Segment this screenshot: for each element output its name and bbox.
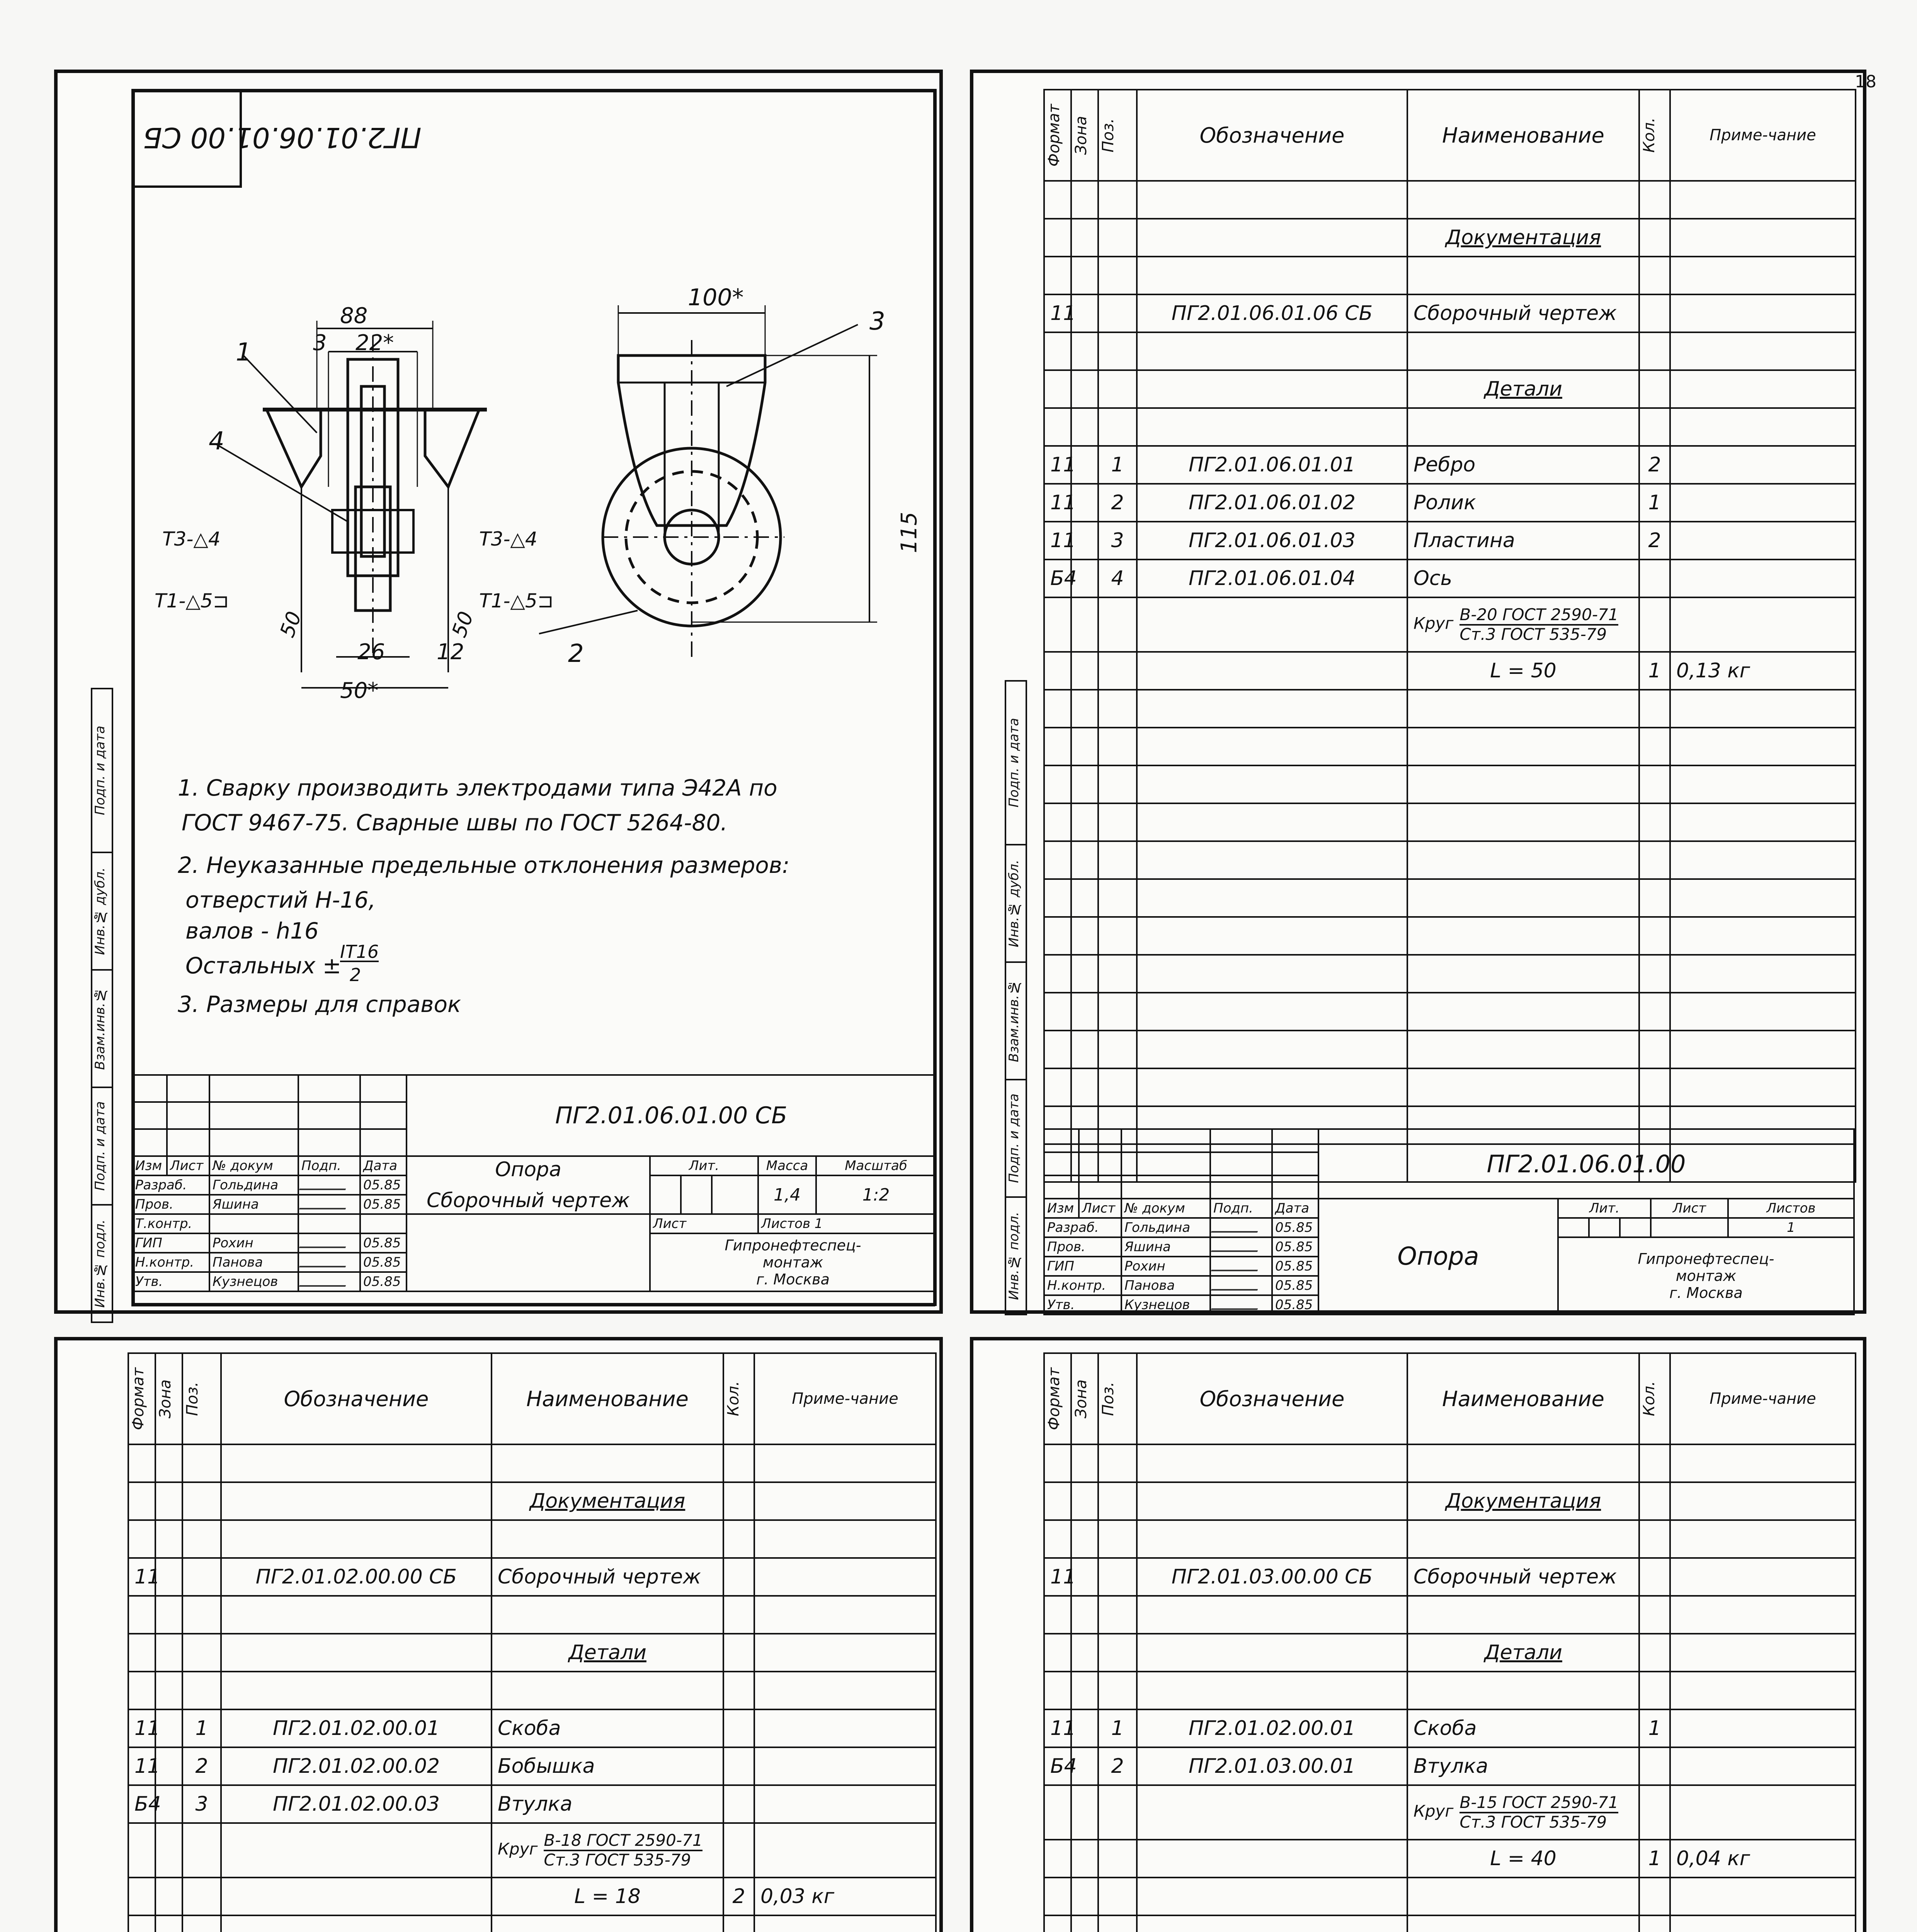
weld-mark-3: Т1-△5⊐: [155, 590, 229, 612]
spec-empty-row: [1044, 1878, 1856, 1915]
spec-table: [1043, 89, 1856, 1183]
spec-section-row: Детали: [128, 1634, 936, 1672]
spec-empty-row: [1044, 1520, 1856, 1558]
spec-header-designation: Обозначение: [1137, 90, 1407, 181]
spec-table: [1043, 1352, 1856, 1932]
spec-header-name: Наименование: [492, 1353, 723, 1444]
spec-header-pos: Поз.: [1098, 1353, 1137, 1444]
spec-header-name: Наименование: [1407, 1353, 1639, 1444]
spec-header-qty: Кол.: [1639, 90, 1670, 181]
spec-header-note: Приме-чание: [754, 1353, 936, 1444]
spec-item-row: 11 3 ПГ2.01.06.01.03 Пластина 2: [1044, 522, 1856, 560]
spec-header-pos: Поз.: [1098, 90, 1137, 181]
spec-item-row: 11 1 ПГ2.01.02.00.01 Скоба 1: [1044, 1709, 1856, 1747]
spec-length-row: L = 50 1 0,13 кг: [1044, 652, 1856, 690]
dim-50-star: 50*: [340, 678, 379, 703]
spec-empty-row: [1044, 765, 1856, 803]
spec-empty-row: [1044, 955, 1856, 993]
left-view-rib: [267, 410, 321, 487]
spec-empty-row: [1044, 1915, 1856, 1932]
spec-material-row: Круг В-18 ГОСТ 2590-71 Ст.3 ГОСТ 535-79: [128, 1823, 936, 1878]
spec-empty-row: [1044, 803, 1856, 841]
spec-empty-row: [1044, 993, 1856, 1031]
spec-title-block: ПГ2.01.06.01.00 Изм Лист № докум Подп. Дата Опора Лит. Лист Листов Разраб. Гольдина 05.85 1 Пров. Яшина 05.85 Гипронефтеспец- монтаж г. Москва ГИП Рохин 05.85 Н.контр. Панова 05.85 Утв. Кузнецов 05.85: [1043, 1128, 1855, 1315]
dim-88: 88: [340, 303, 368, 328]
spec-empty-row: [1044, 728, 1856, 765]
spec-item-row: Б4 3 ПГ2.01.02.00.03 Втулка: [128, 1785, 936, 1823]
spec-item-row: 11 2 ПГ2.01.06.01.02 Ролик 1: [1044, 484, 1856, 522]
spec-empty-row: [1044, 879, 1856, 917]
material-label: Круг: [1414, 614, 1454, 633]
spec-empty-row: [1044, 1672, 1856, 1709]
weld-mark-1: Т3-△4: [162, 528, 221, 550]
opora-sidebar: Подп. и дата Инв.№ дубл. Взам.инв.№ Подп. и дата Инв.№ подл.: [1005, 680, 1027, 1315]
weld-mark-4: Т1-△5⊐: [479, 590, 554, 612]
spec-empty-row: [128, 1915, 936, 1932]
spec-empty-row: [1044, 332, 1856, 370]
spec-section-row: Детали: [1044, 370, 1856, 408]
dim-50-left: 50: [276, 608, 306, 641]
material-label: Круг: [498, 1840, 538, 1859]
leader-2: 2: [568, 639, 584, 668]
spec-item-row: 11 1 ПГ2.01.06.01.01 Ребро 2: [1044, 446, 1856, 484]
leader-1: 1: [236, 338, 252, 367]
spec-section-row: Документация: [128, 1482, 936, 1520]
dim-100: 100*: [688, 284, 744, 311]
spec-section-row: Документация: [1044, 1482, 1856, 1520]
leader-4: 4: [209, 427, 225, 456]
dim-3: 3: [313, 330, 327, 355]
spec-header-zone: Зона: [155, 1353, 182, 1444]
spec-item-row: 11 1 ПГ2.01.02.00.01 Скоба: [128, 1709, 936, 1747]
spec-empty-row: [1044, 1031, 1856, 1068]
spec-empty-row: [1044, 1596, 1856, 1634]
weld-mark-2: Т3-△4: [479, 528, 538, 550]
spec-header-note: Приме-чание: [1670, 1353, 1856, 1444]
spec-header-name: Наименование: [1407, 90, 1639, 181]
spec-length-row: L = 18 2 0,03 кг: [128, 1878, 936, 1915]
dim-50-right: 50: [447, 608, 478, 641]
spec-header-note: Приме-чание: [1670, 90, 1856, 181]
spec-header-qty: Кол.: [723, 1353, 754, 1444]
spec-header-qty: Кол.: [1639, 1353, 1670, 1444]
page-number: 18: [1855, 72, 1876, 92]
spec-empty-row: [128, 1596, 936, 1634]
drawing-frame-top: [131, 89, 935, 92]
spec-empty-row: [128, 1672, 936, 1709]
drawing-sidebar: Подп. и дата Инв.№ дубл. Взам.инв.№ Подп. и дата Инв.№ подл.: [91, 688, 113, 1323]
spec-material-row: Круг В-15 ГОСТ 2590-71 Ст.3 ГОСТ 535-79: [1044, 1785, 1856, 1840]
spec-header-format: Формат: [1044, 90, 1071, 181]
spec-empty-row: [1044, 1068, 1856, 1106]
spec-material-row: Круг В-20 ГОСТ 2590-71 Ст.3 ГОСТ 535-79: [1044, 597, 1856, 652]
spec-item-row: 11 ПГ2.01.03.00.00 СБ Сборочный чертеж: [1044, 1558, 1856, 1596]
dim-22: 22*: [356, 330, 394, 355]
spec-item-row: Б4 4 ПГ2.01.06.01.04 Ось: [1044, 560, 1856, 597]
spec-empty-row: [1044, 408, 1856, 446]
spec-item-row: 11 ПГ2.01.02.00.00 СБ Сборочный чертеж: [128, 1558, 936, 1596]
drawing-frame-bottom: [131, 1303, 935, 1306]
spec-empty-row: [1044, 841, 1856, 879]
spec-empty-row: [128, 1520, 936, 1558]
spec-header-designation: Обозначение: [1137, 1353, 1407, 1444]
spec-empty-row: [128, 1444, 936, 1482]
spec-header-zone: Зона: [1071, 1353, 1098, 1444]
leader-3: 3: [869, 307, 885, 336]
spec-section-row: Документация: [1044, 219, 1856, 257]
spec-empty-row: [1044, 690, 1856, 728]
spec-empty-row: [1044, 257, 1856, 294]
spec-section-row: Детали: [1044, 1634, 1856, 1672]
mirrored-drawing-code: ПГ2.01.06.01.00 СБ: [143, 121, 422, 154]
spec-length-row: L = 40 1 0,04 кг: [1044, 1840, 1856, 1878]
spec-table: [128, 1352, 937, 1932]
spec-header-designation: Обозначение: [221, 1353, 492, 1444]
spec-empty-row: [1044, 917, 1856, 955]
spec-item-row: Б4 2 ПГ2.01.03.00.01 Втулка: [1044, 1747, 1856, 1785]
spec-header-format: Формат: [1044, 1353, 1071, 1444]
drawing-title-block: ПГ2.01.06.01.00 СБ Изм Лист № докум Подп. Дата Опора Сборочный чертеж Лит. Масса Масштаб Разраб. Гольдина 05.85 1,4 1:2 Пров. Яшина 05.85 Т.контр. Лист Листов 1 ГИП Рохин 05.85 Гипронефтеспец- монтаж г. Москва Н.контр. Панова 05.85 Утв. Кузнецов 05.85: [131, 1074, 937, 1292]
spec-header-pos: Поз.: [182, 1353, 221, 1444]
spec-empty-row: [1044, 181, 1856, 219]
spec-header-format: Формат: [128, 1353, 155, 1444]
spec-empty-row: [1044, 1444, 1856, 1482]
spec-item-row: 11 ПГ2.01.06.01.06 СБ Сборочный чертеж: [1044, 294, 1856, 332]
spec-skoba1: [128, 1352, 935, 1932]
spec-header-zone: Зона: [1071, 90, 1098, 181]
dim-12: 12: [437, 639, 464, 665]
dim-115: 115: [896, 512, 922, 553]
spec-item-row: 11 2 ПГ2.01.02.00.02 Бобышка: [128, 1747, 936, 1785]
material-label: Круг: [1414, 1802, 1454, 1821]
left-view-rib-right: [425, 410, 479, 487]
spec-opora: [1043, 89, 1855, 1313]
spec-skoba2: [1043, 1352, 1855, 1932]
dim-26: 26: [357, 639, 385, 665]
